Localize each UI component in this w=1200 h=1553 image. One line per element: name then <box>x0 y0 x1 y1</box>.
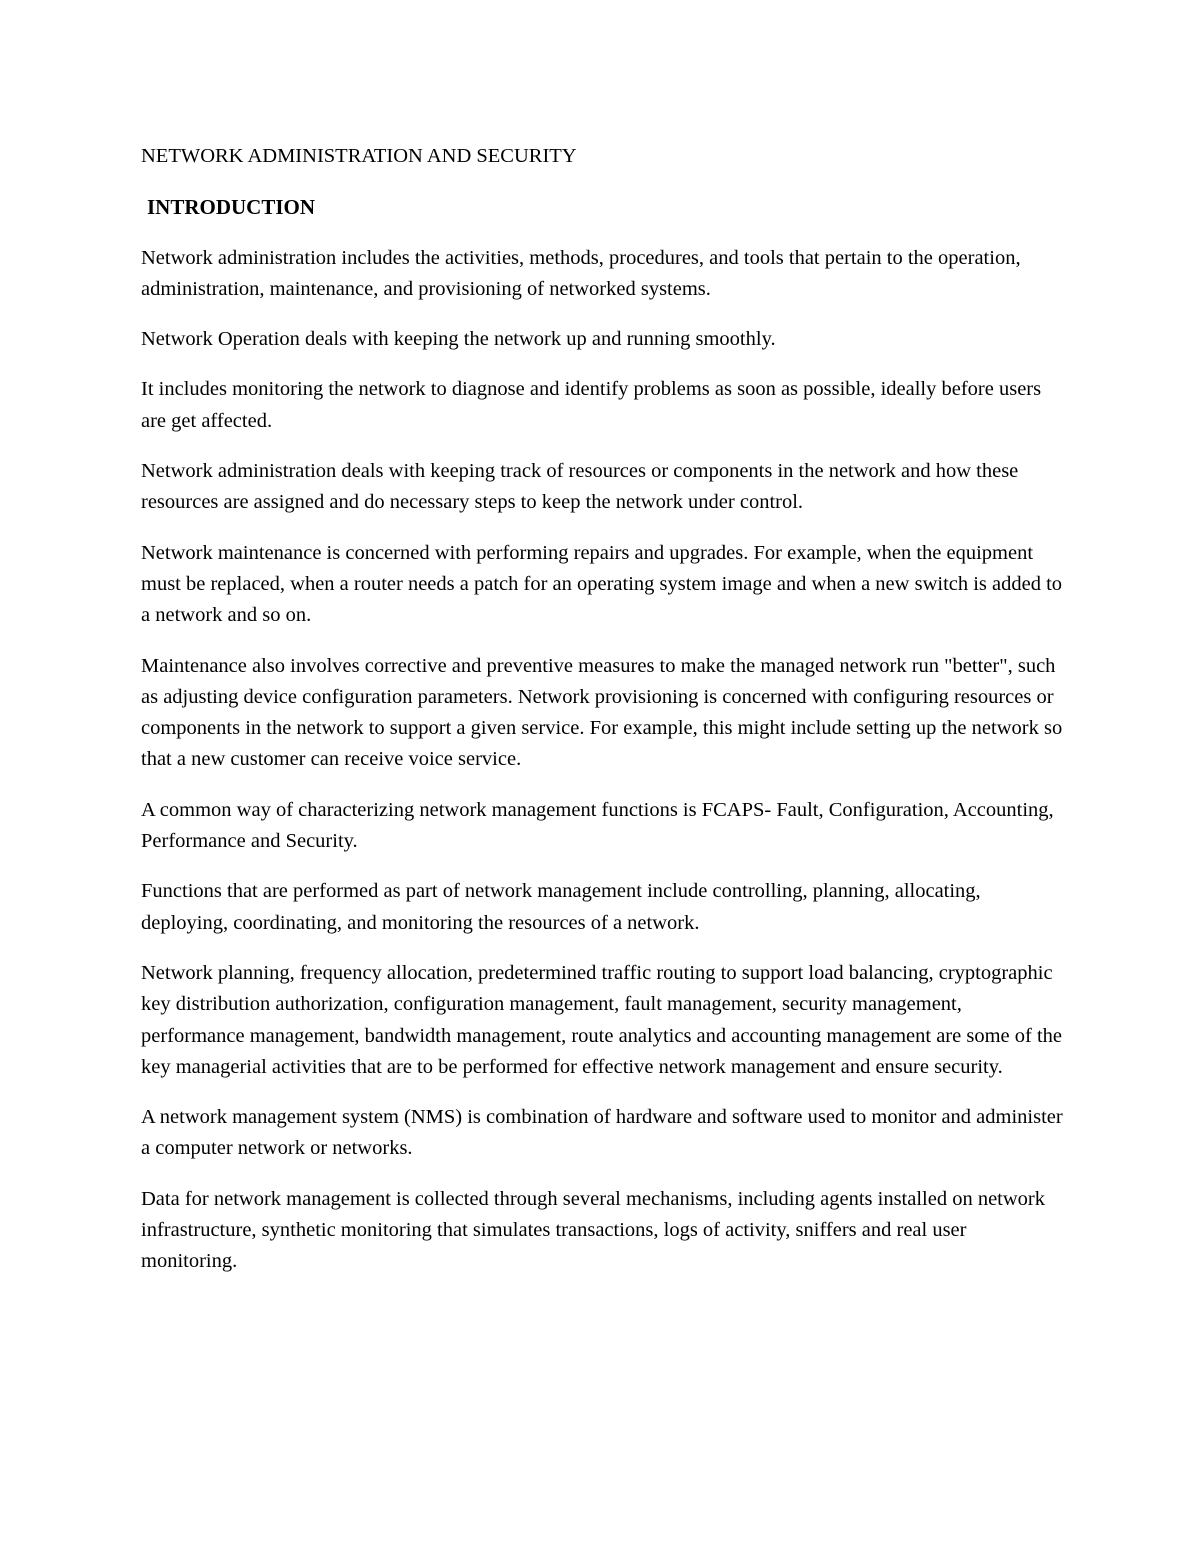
paragraph: A network management system (NMS) is combination of hardware and software used to monitor and administer a computer network or networks. <box>141 1106 1063 1160</box>
paragraph: Data for network management is collected through several mechanisms, including agents installed on network infrastructure, synthetic monitoring that simulates transactions, logs of activity, sniffers and real user monitoring. <box>141 1187 1046 1273</box>
paragraph: Network maintenance is concerned with performing repairs and upgrades. For example, when the equipment must be replaced, when a router needs a patch for an operating system image and when a new switch is added to a network and so on. <box>141 541 1063 627</box>
paragraph: Network administration includes the activities, methods, procedures, and tools that pertain to the operation, administration, maintenance, and provisioning of networked systems. <box>141 246 1021 300</box>
paragraph: Maintenance also involves corrective and preventive measures to make the managed network run "better", such as adjusting device configuration parameters. Network provisioning is concerned with configuring resources or components in the network to support a given service. For example, this might include setting up the network so that a new customer can receive voice service. <box>141 654 1063 771</box>
paragraph: Network Operation deals with keeping the network up and running smoothly. <box>141 328 776 351</box>
paragraph: Network administration deals with keeping track of resources or components in the network and how these resources are assigned and do necessary steps to keep the network under control. <box>141 460 1019 514</box>
document-body <box>141 141 1066 1297</box>
section-heading-introduction: INTRODUCTION <box>147 195 316 220</box>
paragraph: It includes monitoring the network to diagnose and identify problems as soon as possible, ideally before users are get affected. <box>141 378 1042 432</box>
paragraph: A common way of characterizing network management functions is FCAPS- Fault, Configuration, Accounting, Performance and Security. <box>141 798 1054 853</box>
document-title: NETWORK ADMINISTRATION AND SECURITY <box>141 145 577 167</box>
paragraph: Network planning, frequency allocation, predetermined traffic routing to support load balancing, cryptographic key distribution authorization, configuration management, fault management, security management, performance management, bandwidth management, route analytics and accounting management are some of the key managerial activities that are to be performed for effective network management and ensure security. <box>141 961 1062 1078</box>
paragraph: Functions that are performed as part of network management include controlling, planning, allocating, deploying, coordinating, and monitoring the resources of a network. <box>141 880 981 934</box>
